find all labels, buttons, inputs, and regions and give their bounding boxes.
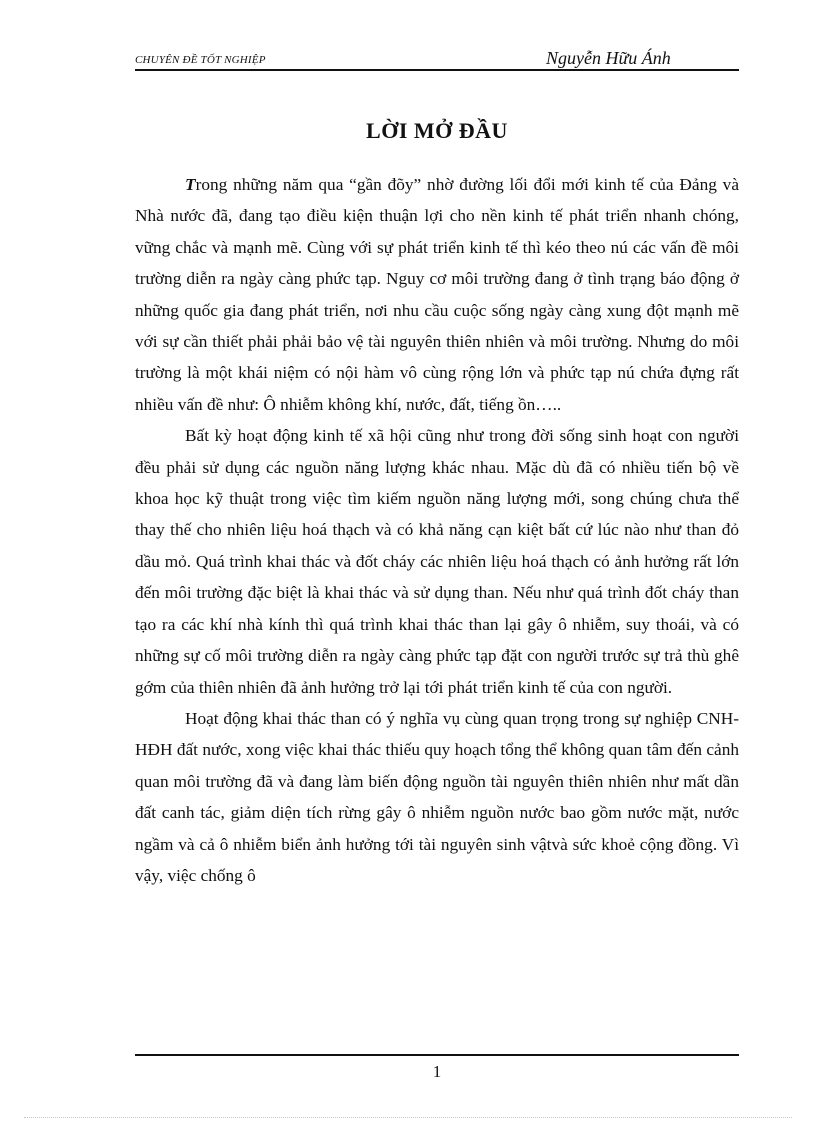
paragraph-1 [135, 169, 739, 420]
body-text [135, 169, 739, 891]
page-title: LỜI MỞ ĐẦU [366, 118, 508, 143]
paragraph-1-initial: T [185, 175, 196, 194]
header-thesis-label: CHUYÊN ĐỀ TỐT NGHIỆP [135, 54, 266, 66]
paragraph-3: Hoạt động khai thác than có ý nghĩa vụ cùng quan trọng trong sự nghiệp CNH- HĐH đất nước, xong việc khai thác thiếu quy hoạch tổng thể không quan tâm đến cảnh quan môi trường đã và đang làm biến động nguồn tài nguyên thiên nhiên như mất dần đất canh tác, giảm diện tích rừng gây ô nhiễm nguồn nước bao gồm nước mặt, nước ngầm và cả ô nhiễm biển ảnh hưởng tới tài nguyên sinh vậtvà sức khoẻ cộng đồng. Vì vậy, việc chống ô [135, 708, 739, 885]
header-divider [135, 69, 739, 71]
page-number: 1 [432, 1062, 442, 1081]
header-author-name: Nguyễn Hữu Ánh [546, 48, 671, 68]
footer-divider [135, 1054, 739, 1056]
page-bottom-dotted-edge [24, 1117, 792, 1118]
paragraph-1-text: rong những năm qua “gần đõy” nhờ đường lối đổi mới kinh tế của Đảng và Nhà nước đã, đang tạo điều kiện thuận lợi cho nền kinh tế phát triển nhanh chóng, vững chắc và mạnh mẽ. Cùng với sự phát triển kinh tế thì kéo theo nú các vấn đề môi trường diễn ra ngày càng phức tạp. Nguy cơ môi trường đang ở tình trạng báo động ở những quốc gia đang phát triển, nơi nhu cầu cuộc sống ngày càng xung đột mạnh mẽ với sự cần thiết phải phải bảo vệ tài nguyên thiên nhiên và môi trường. Nhưng do môi trường là một khái niệm có nội hàm vô cùng rộng lớn và phức tạp nú chứa đựng rất nhiều vấn đề như: Ô nhiễm không khí, nước, đất, tiếng ồn….. [135, 175, 739, 414]
paragraph-2: Bất kỳ hoạt động kinh tế xã hội cũng như trong đời sống sinh hoạt con người đều phải sử dụng các nguồn năng lượng khác nhau. Mặc dù đã có nhiều tiến bộ về khoa học kỹ thuật trong việc tìm kiếm nguồn năng lượng mới, song chúng chưa thể thay thế cho nhiên liệu hoá thạch và có khả năng cạn kiệt bất cứ lúc nào như than đỏ dầu mỏ. Quá trình khai thác và đốt cháy các nhiên liệu hoá thạch có ảnh hưởng rất lớn đến môi trường đặc biệt là khai thác và sử dụng than. Nếu như quá trình đốt cháy than tạo ra các khí nhà kính thì quá trình khai thác than lại gây ô nhiễm, suy thoái, và có những sự cố môi trường diễn ra ngày càng phức tạp đặt con người trước sự trả thù ghê gớm của thiên nhiên đã ảnh hưởng trở lại tới phát triển kinh tế của con người. [135, 426, 739, 697]
